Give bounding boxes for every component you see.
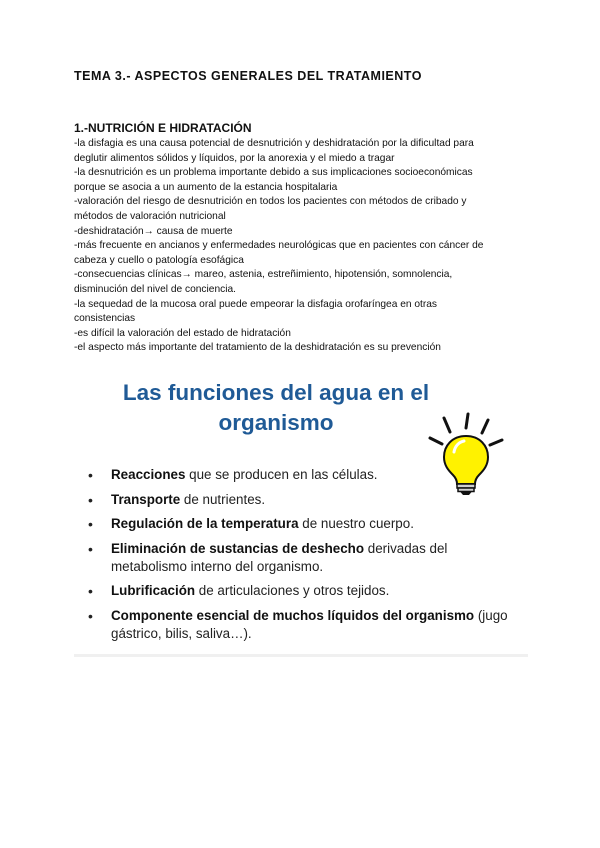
list-item: • Reacciones que se producen en las células. [88, 466, 518, 484]
section-body [74, 137, 534, 356]
list-item: • Transporte de nutrientes. [88, 491, 518, 509]
nutrition-section [74, 121, 534, 356]
body-line: métodos de valoración nutricional [74, 210, 226, 222]
body-line: -más frecuente en ancianos y enfermedades neurológicas que en pacientes con cáncer de [74, 240, 484, 252]
list-item: • Eliminación de sustancias de deshecho derivadas del metabolismo interno del organismo. [88, 540, 518, 576]
slide-title [74, 378, 478, 438]
slide-title-line1: Las funciones del agua en el [122, 380, 430, 405]
body-line: -valoración del riesgo de desnutrición en todos los pacientes con métodos de cribado y [74, 196, 467, 208]
body-line: deglutir alimentos sólidos y líquidos, por la anorexia y el miedo a tragar [74, 152, 395, 164]
body-line: -deshidratación→ causa de muerte [74, 225, 233, 237]
body-line: -consecuencias clínicas→ mareo, astenia, estreñimiento, hipotensión, somnolencia, [74, 269, 453, 281]
list-item: • Componente esencial de muchos líquidos del organismo (jugo gástrico, bilis, saliva…). [88, 607, 518, 643]
body-line: -es difícil la valoración del estado de hidratación [74, 327, 291, 339]
body-line: consistencias [74, 313, 136, 325]
functions-list [88, 466, 518, 650]
body-line: -la sequedad de la mucosa oral puede empeorar la disfagia orofaríngea en otras [74, 298, 438, 310]
body-line: -la disfagia es una causa potencial de desnutrición y deshidratación por la dificultad para [74, 138, 474, 149]
section-heading: 1.-NUTRICIÓN E HIDRATACIÓN [74, 121, 252, 135]
body-line: -el aspecto más importante del tratamiento de la deshidratación es su prevención [74, 342, 441, 354]
body-line: porque se asocia a un aumento de la estancia hospitalaria [74, 181, 338, 193]
water-functions-slide [74, 368, 528, 657]
body-line: cabeza y cuello o patología esofágica [74, 254, 244, 266]
body-line: disminución del nivel de conciencia. [74, 283, 236, 295]
body-line: -la desnutrición es un problema importante debido a sus implicaciones socioeconómicas [74, 167, 473, 179]
list-item: • Lubrificación de articulaciones y otros tejidos. [88, 582, 518, 600]
slide-title-line2: organismo [218, 410, 334, 435]
list-item: • Regulación de la temperatura de nuestro cuerpo. [88, 515, 518, 533]
document-title: TEMA 3.- ASPECTOS GENERALES DEL TRATAMIENTO [74, 69, 422, 83]
